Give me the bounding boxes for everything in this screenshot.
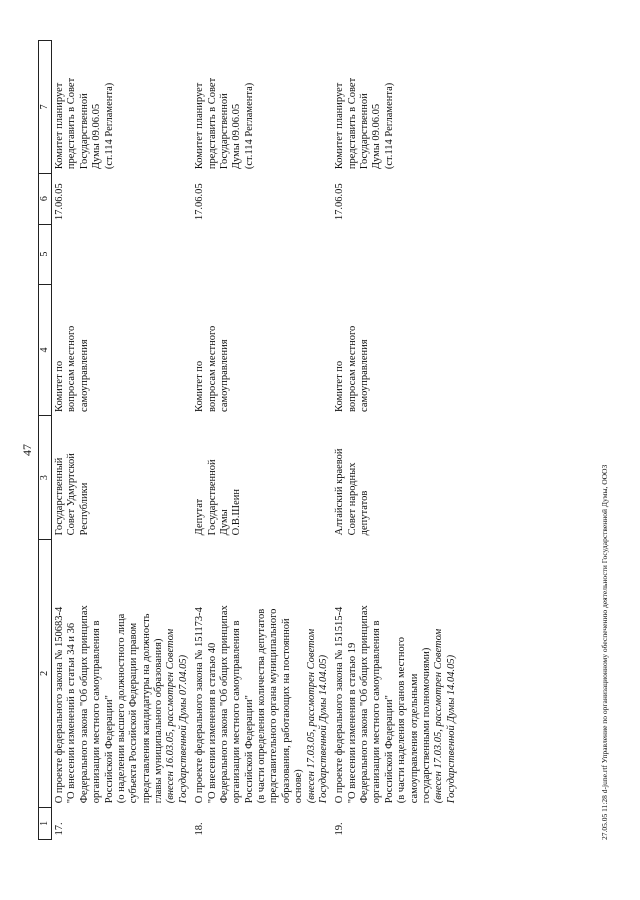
date-value: 17.06.05 <box>54 183 65 221</box>
bill-title-line: государственными полномочиями) <box>420 647 432 804</box>
row-number: 19. <box>334 822 346 836</box>
plan-line: представить в Совет <box>346 77 358 170</box>
header-col-3: 3 <box>39 416 52 539</box>
plan-line: Комитет планирует <box>54 82 65 170</box>
author-line: Алтайский краевой <box>334 448 346 536</box>
author-line: Республики <box>78 482 90 536</box>
bill-title-line: представительного органа муниципального <box>268 608 280 804</box>
committee-line: самоуправления <box>78 339 90 412</box>
bill-note-line: Государственной Думы 14.04.05) <box>317 654 329 804</box>
plan-line: (ст.114 Регламента) <box>103 82 115 170</box>
author-line: Депутат <box>194 498 206 536</box>
bill-title-cell <box>332 539 460 807</box>
date-value: 17.06.05 <box>334 183 346 221</box>
bill-title-line: "О внесении изменения в статью 19 <box>346 642 358 804</box>
bill-note-line: (внесен 17.03.05, рассмотрен Советом <box>433 628 445 804</box>
author-line: О.В.Шеин <box>231 489 243 536</box>
row-number-cell <box>192 807 332 839</box>
plan-cell <box>192 41 332 174</box>
header-col-2: 2 <box>39 539 52 807</box>
table-row <box>332 41 460 840</box>
bill-title-line: организации местного самоуправления в <box>91 620 103 804</box>
committee-line: самоуправления <box>359 339 370 412</box>
committee-line: вопросам местного <box>66 325 78 412</box>
bill-title-line: (о наделении высшего должностного лица <box>115 613 127 804</box>
col5-cell <box>52 224 193 284</box>
bill-title-line: основе) <box>293 769 305 804</box>
row-number: 17. <box>54 822 65 836</box>
author-line: Совет Удмуртской <box>66 453 78 536</box>
committee-line: самоуправления <box>218 339 230 412</box>
bill-title-line: Федерального закона "Об общих принципах <box>218 605 230 804</box>
bill-title-line: Российской Федерации" <box>383 695 395 804</box>
bill-title-line: "О внесении изменений в статьи 34 и 36 <box>66 622 78 804</box>
date-value: 17.06.05 <box>194 183 206 221</box>
bill-title-line: О проекте федерального закона № 150683-4 <box>54 606 65 804</box>
plan-line: Думы 09.06.05 <box>91 103 103 170</box>
col5-cell <box>192 224 332 284</box>
table-row <box>52 41 193 840</box>
plan-line: Комитет планирует <box>194 82 206 170</box>
table-row <box>192 41 332 840</box>
bill-title-line: Российской Федерации" <box>243 695 255 804</box>
committee-cell <box>52 284 193 416</box>
bill-title-line: (в части наделения органов местного <box>396 637 408 804</box>
header-col-6: 6 <box>39 173 52 224</box>
footer-line: 27.05.05 11:28 d-june.rtf Управление по организационному обеспечению деятельности Государственной Думы, ООО3 <box>600 464 609 840</box>
author-cell <box>332 416 460 539</box>
committee-cell <box>192 284 332 416</box>
bill-title-line: организации местного самоуправления в <box>231 620 243 804</box>
bill-title-line: О проекте федерального закона № 151173-4 <box>194 607 206 804</box>
author-line: депутатов <box>359 490 370 536</box>
bills-table <box>38 40 460 840</box>
plan-line: (ст.114 Регламента) <box>383 82 395 170</box>
row-number-cell <box>52 807 193 839</box>
bill-note-line: (внесен 17.03.05, рассмотрен Советом <box>305 628 317 804</box>
bill-title-line: Российской Федерации" <box>103 695 115 804</box>
plan-line: Думы 09.06.05 <box>231 103 243 170</box>
plan-line: Государственной <box>218 93 230 170</box>
plan-cell <box>52 41 193 174</box>
row-number: 18. <box>194 822 206 836</box>
committee-line: Комитет по <box>54 360 65 412</box>
author-line: Государственный <box>54 457 65 536</box>
committee-cell <box>332 284 460 416</box>
bill-title-line: представления кандидатуры на должность <box>140 613 152 804</box>
author-line: Совет народных <box>346 462 358 536</box>
bill-title-cell <box>52 539 193 807</box>
bill-note-line: Государственной Думы 07.04.05) <box>177 654 189 804</box>
bill-note-line: (внесен 16.03.05, рассмотрен Советом <box>165 628 177 804</box>
author-cell <box>52 416 193 539</box>
bill-title-line: Федерального закона "Об общих принципах <box>359 605 370 804</box>
table-header-row <box>39 41 52 840</box>
committee-line: Комитет по <box>334 360 346 412</box>
plan-line: представить в Совет <box>66 77 78 170</box>
col5-cell <box>332 224 460 284</box>
header-col-4: 4 <box>39 284 52 416</box>
author-line: Государственной <box>206 459 218 536</box>
committee-line: вопросам местного <box>346 325 358 412</box>
plan-line: Комитет планирует <box>334 82 346 170</box>
plan-cell <box>332 41 460 174</box>
header-col-5: 5 <box>39 224 52 284</box>
bill-title-line: (в части определения количества депутатов <box>256 608 267 804</box>
bill-title-cell <box>192 539 332 807</box>
row-number-cell <box>332 807 460 839</box>
plan-line: представить в Совет <box>206 77 218 170</box>
plan-line: Государственной <box>359 93 370 170</box>
bill-title-line: образования, работающих на постоянной <box>280 618 292 804</box>
author-line: Думы <box>218 509 230 536</box>
header-col-7: 7 <box>39 41 52 174</box>
header-col-1: 1 <box>39 807 52 839</box>
plan-line: (ст.114 Регламента) <box>243 82 255 170</box>
date-cell <box>52 173 193 224</box>
plan-line: Думы 09.06.05 <box>371 103 383 170</box>
bill-title-line: самоуправления отдельными <box>408 673 420 804</box>
bill-title-line: субъекта Российской Федерации правом <box>128 622 140 804</box>
committee-line: вопросам местного <box>206 325 218 412</box>
date-cell <box>332 173 460 224</box>
plan-line: Государственной <box>78 93 90 170</box>
bill-title-line: главы муниципального образования) <box>153 638 164 804</box>
committee-line: Комитет по <box>194 360 206 412</box>
author-cell <box>192 416 332 539</box>
bill-title-line: Федерального закона "Об общих принципах <box>78 605 90 804</box>
bill-title-line: организации местного самоуправления в <box>371 620 383 804</box>
page-number: 47 <box>20 444 34 456</box>
date-cell <box>192 173 332 224</box>
bill-title-line: О проекте федерального закона № 151515-4 <box>334 606 346 804</box>
bill-note-line: Государственной Думы 14.04.05) <box>445 654 457 804</box>
bill-title-line: "О внесении изменения в статью 40 <box>206 642 218 804</box>
